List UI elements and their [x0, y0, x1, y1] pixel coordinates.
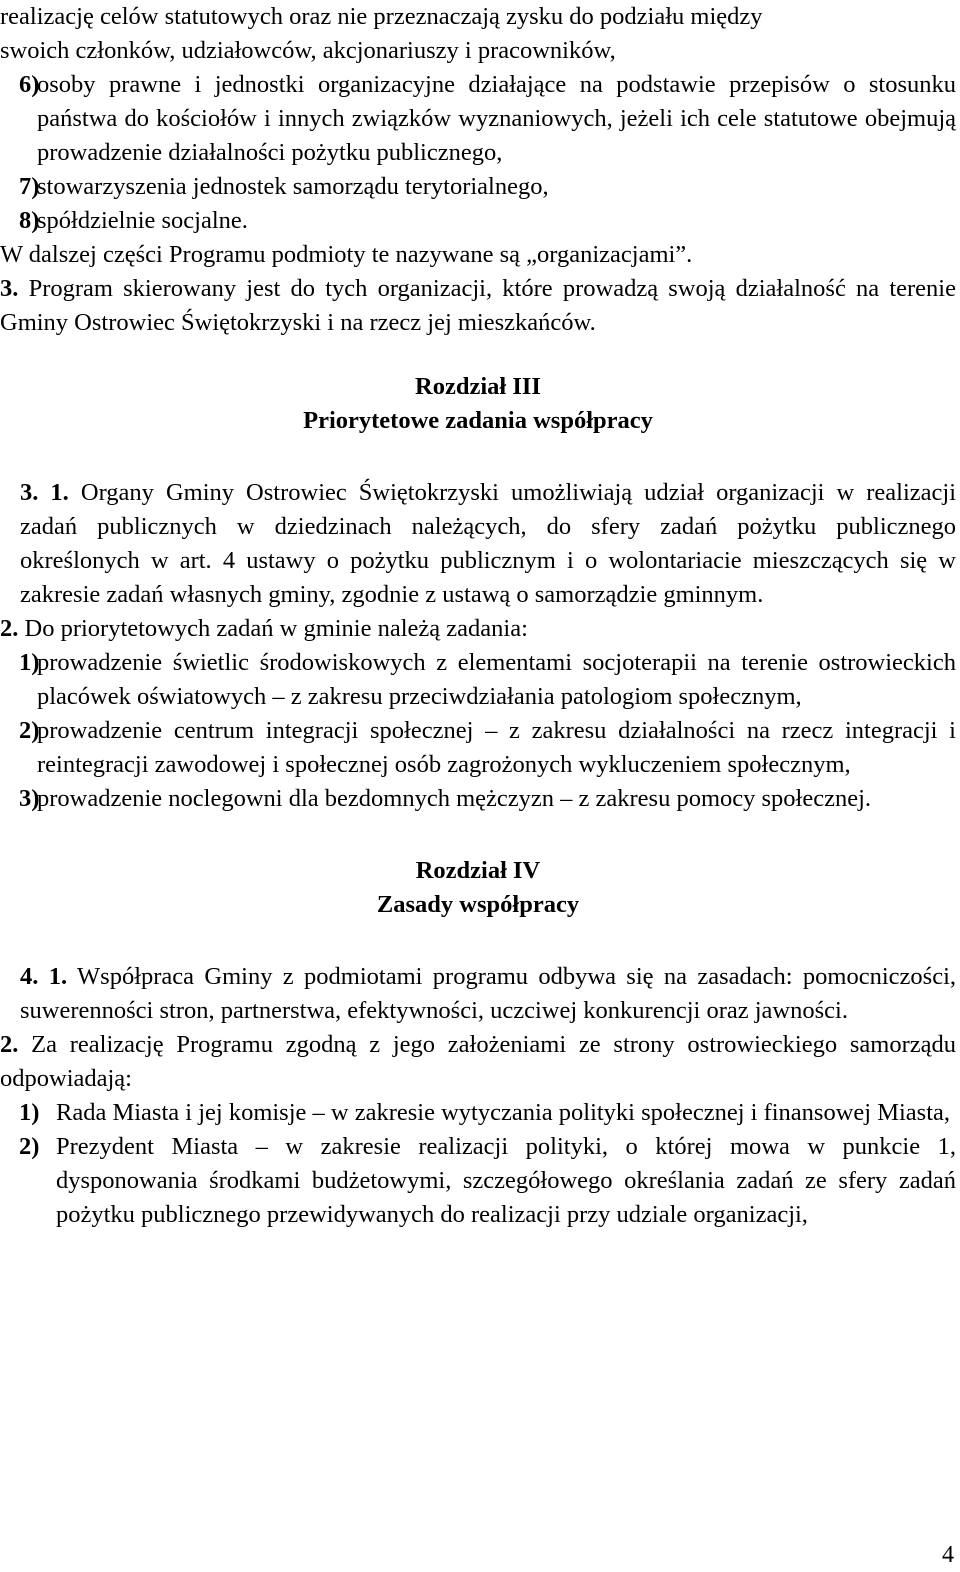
list-item-number: 2)	[19, 717, 40, 744]
paragraph-text: Program skierowany jest do tych organizacji, które prowadzą swoją działalność na terenie Gminy Ostrowiec Świętokrzyski i na rzecz jej mieszkańców.	[0, 275, 956, 336]
list-item-number: 6)	[19, 71, 40, 98]
list-item-text: prowadzenie centrum integracji społecznej – z zakresu działalności na rzecz integracji i reintegracji zawodowej i społecznej osób zagrożonych wykluczeniem społecznym,	[37, 717, 956, 778]
list-item	[0, 1096, 956, 1130]
list-item	[0, 1130, 956, 1232]
list-item-text: Prezydent Miasta – w zakresie realizacji polityki, o której mowa w punkcie 1, dysponowania środkami budżetowymi, szczegółowego określania zadań ze sfery zadań pożytku publicznego przewidywanych do realizacji przy udziale organizacji,	[56, 1133, 956, 1228]
chapter-title: Rozdział III	[415, 373, 541, 400]
page-number: 4	[942, 1542, 954, 1568]
list-item-number: 2)	[19, 1133, 40, 1160]
list-item-number: 3)	[19, 785, 40, 812]
list-item-number: 7)	[19, 173, 40, 200]
paragraph-number: 2.	[0, 1031, 19, 1058]
chapter-heading-3	[0, 340, 956, 438]
list-item-text: osoby prawne i jednostki organizacyjne działające na podstawie przepisów o stosunku państwa do kościołów i innych związków wyznaniowych, jeżeli ich cele statutowe obejmują prowadzenie działalności pożytku publicznego,	[37, 71, 956, 166]
paragraph-number: 3. 1.	[20, 479, 69, 506]
paragraph-number: 2.	[0, 615, 19, 642]
list-item-8	[0, 204, 956, 238]
section-3-point-2	[0, 612, 956, 646]
chapter-title: Rozdział IV	[415, 857, 541, 884]
section-4-point-2	[0, 1028, 956, 1096]
chapter-subtitle: Zasady współpracy	[376, 891, 580, 918]
list-item-6	[0, 68, 956, 170]
paragraph-text: Za realizację Programu zgodną z jego założeniami ze strony ostrowieckiego samorządu odpowiadają:	[0, 1031, 956, 1092]
list-item-number: 1)	[19, 1099, 40, 1126]
list-item-7	[0, 170, 956, 204]
section-3-point-1	[0, 476, 956, 612]
naming-note: W dalszej części Programu podmioty te nazywane są „organizacjami”.	[0, 241, 693, 268]
list-item-text: spółdzielnie socjalne.	[37, 207, 248, 234]
list-item-number: 8)	[19, 207, 40, 234]
list-item-text: prowadzenie noclegowni dla bezdomnych mężczyzn – z zakresu pomocy społecznej.	[37, 785, 872, 812]
list-item-number: 1)	[19, 649, 40, 676]
list-item-text: stowarzyszenia jednostek samorządu terytorialnego,	[37, 173, 549, 200]
text-line: swoich członków, udziałowców, akcjonariuszy i pracowników,	[0, 37, 616, 64]
paragraph-number: 4. 1.	[20, 963, 68, 990]
section-4-point-1	[0, 960, 956, 1028]
list-item-text: Rada Miasta i jej komisje – w zakresie wytyczania polityki społecznej i finansowej Miasta,	[56, 1099, 950, 1126]
chapter-heading-4	[0, 816, 956, 922]
paragraph-text: Współpraca Gminy z podmiotami programu odbywa się na zasadach: pomocniczości, suwerenności stron, partnerstwa, efektywności, uczciwej konkurencji oraz jawności.	[20, 963, 956, 1024]
paragraph-text: Do priorytetowych zadań w gminie należą zadania:	[24, 615, 528, 642]
list-item	[0, 646, 956, 714]
paragraph-3	[0, 272, 956, 340]
list-item	[0, 714, 956, 782]
paragraph-text: Organy Gminy Ostrowiec Świętokrzyski umożliwiają udział organizacji w realizacji zadań publicznych w dziedzinach należących, do sfery zadań pożytku publicznego określonych w art. 4 ustawy o pożytku publicznym i o wolontariacie mieszczących się w zakresie zadań własnych gminy, zgodnie z ustawą o samorządzie gminnym.	[20, 479, 957, 608]
paragraph-number: 3.	[0, 275, 19, 302]
chapter-subtitle: Priorytetowe zadania współpracy	[303, 407, 653, 434]
text-line: realizację celów statutowych oraz nie przeznaczają zysku do podziału między	[0, 3, 763, 30]
list-item-text: prowadzenie świetlic środowiskowych z elementami socjoterapii na terenie ostrowieckich placówek oświatowych – z zakresu przeciwdziałania patologiom społecznym,	[37, 649, 956, 710]
list-item	[0, 782, 956, 816]
